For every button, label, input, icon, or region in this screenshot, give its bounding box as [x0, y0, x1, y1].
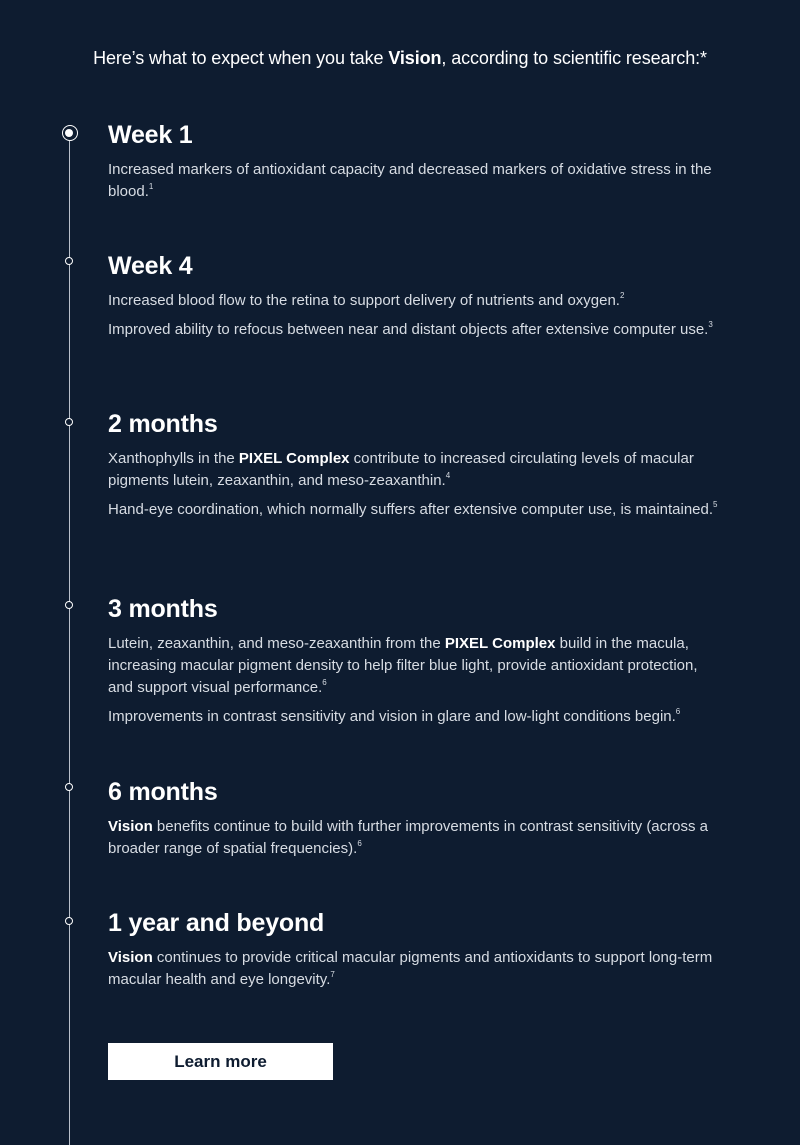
step-title: Week 1	[108, 121, 193, 149]
timeline-step-6-months	[108, 777, 723, 860]
paragraph-bold-text: PIXEL Complex	[444, 635, 556, 652]
timeline-step-2-months	[108, 409, 723, 521]
paragraph-text: Lutein, zeaxanthin, and meso-zeaxanthin from the	[108, 635, 445, 652]
intro-text	[0, 48, 800, 69]
paragraph-text: Improvements in contrast sensitivity and vision in glare and low-light conditions begin.	[108, 708, 676, 725]
step-paragraph	[108, 159, 723, 203]
step-paragraph	[108, 448, 723, 492]
timeline-node	[65, 917, 73, 925]
step-paragraph	[108, 319, 723, 341]
intro-brand: Vision	[388, 48, 442, 68]
step-title: Week 4	[108, 252, 193, 280]
intro-before: Here’s what to expect when you take	[93, 48, 389, 68]
paragraph-text: Increased markers of antioxidant capacity and decreased markers of oxidative stress in the blood.	[108, 161, 712, 200]
timeline-rail	[69, 141, 70, 1145]
intro-after: , according to scientific research:*	[441, 48, 707, 68]
paragraph-text: Xanthophylls in the	[108, 450, 239, 467]
footnote-ref: 5	[713, 500, 718, 509]
timeline-step-3-months	[108, 594, 723, 728]
paragraph-text: benefits continue to build with further improvements in contrast sensitivity (across a broader range of spatial frequencies).	[108, 818, 708, 857]
paragraph-bold-text: Vision	[108, 949, 153, 966]
paragraph-bold-text: PIXEL Complex	[238, 450, 350, 467]
timeline-node	[65, 601, 73, 609]
learn-more-button[interactable]: Learn more	[108, 1043, 333, 1080]
paragraph-text: Improved ability to refocus between near and distant objects after extensive computer use.	[108, 321, 709, 338]
paragraph-text: continues to provide critical macular pigments and antioxidants to support long-term macular health and eye longevity.	[108, 949, 713, 988]
step-title: 3 months	[108, 595, 218, 623]
paragraph-text: build in the macula, increasing macular pigment density to help filter blue light, provide antioxidant protection, and support visual performance.	[108, 635, 698, 696]
paragraph-bold-text: Vision	[108, 818, 153, 835]
paragraph-text: contribute to increased circulating levels of macular pigments lutein, zeaxanthin, and meso-zeaxanthin.	[108, 450, 694, 489]
footnote-ref: 4	[445, 471, 451, 480]
step-title: 6 months	[108, 778, 218, 806]
footnote-ref: 6	[357, 839, 362, 848]
footnote-ref: 6	[675, 707, 681, 716]
paragraph-text: Hand-eye coordination, which normally suffers after extensive computer use, is maintained.	[108, 501, 714, 518]
timeline-node	[65, 418, 73, 426]
step-title: 1 year and beyond	[108, 909, 325, 937]
step-paragraph	[108, 947, 723, 991]
timeline-node-active	[62, 125, 78, 141]
step-title: 2 months	[108, 410, 218, 438]
timeline-step-1-year	[108, 908, 723, 991]
step-paragraph	[108, 816, 723, 860]
timeline-step-week-1	[108, 120, 723, 203]
step-paragraph	[108, 499, 723, 521]
paragraph-text: Increased blood flow to the retina to support delivery of nutrients and oxygen.	[108, 292, 620, 309]
step-paragraph	[108, 706, 723, 728]
step-paragraph	[108, 290, 723, 312]
footnote-ref: 2	[619, 291, 625, 300]
footnote-ref: 6	[322, 678, 327, 687]
timeline-node	[65, 257, 73, 265]
step-paragraph	[108, 633, 723, 699]
footnote-ref: 1	[148, 182, 154, 191]
footnote-ref: 7	[330, 970, 335, 979]
timeline-step-week-4	[108, 251, 723, 341]
timeline-node	[65, 783, 73, 791]
footnote-ref: 3	[708, 320, 713, 329]
